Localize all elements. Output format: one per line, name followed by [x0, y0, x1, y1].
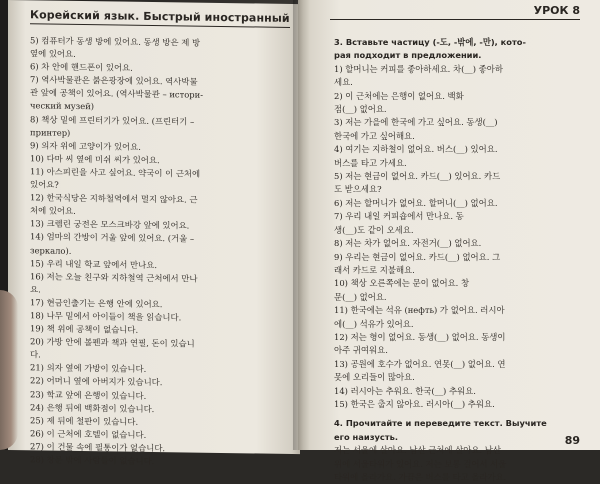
exercise-line: 9) 우리는 현금이 없어요. 카드(__) 없어요. 그	[334, 251, 501, 262]
exercise-line: 13) 공원에 호수가 없어요. 연못(__) 없어요. 연	[334, 358, 506, 369]
book-gutter	[293, 0, 303, 450]
exercise-line: 한국에 가고 싶어해요.	[334, 130, 415, 141]
text-line: 14) 엄마의 간방이 거울 앞에 있어요. (거울 –	[30, 231, 195, 245]
text-line: 28) 창문 밖에 사람들이 없습니다.	[30, 454, 155, 467]
text-line: 18) 나무 밑에서 아이들이 책을 읽습니다.	[30, 310, 182, 323]
left-page	[8, 0, 300, 467]
text-line: 24) 은행 뒤에 백화점이 있습니다.	[30, 401, 155, 414]
exercise-line: 점(__) 없어요.	[334, 104, 387, 115]
left-page-body	[30, 34, 292, 470]
thumb	[0, 290, 18, 450]
text-line: ческий музей)	[30, 100, 95, 112]
exercise3-items	[334, 63, 578, 412]
exercise-line: 12) 저는 형이 없어요. 동생(__) 없어요. 동생이	[334, 331, 506, 342]
exercise-line: 못에 오리들이 많아요.	[334, 372, 415, 383]
reading-line: 저는 서울에 살아요. 남산 근처에 살아요. 남산	[334, 445, 501, 456]
exercise-line: 래서 카드로 지불해요.	[334, 264, 415, 275]
text-line: 27) 이 건물 속에 필통이가 없습니다.	[30, 441, 166, 454]
reading-line: 위에 서울타워가 있어요. 저는 보통 걸어서 서울	[334, 458, 507, 469]
exercise-line: 버스를 타고 가세요.	[334, 157, 407, 168]
text-line: принтер)	[30, 126, 71, 138]
text-line: 5) 컴퓨터가 동생 방에 있어요. 동생 방은 제 방	[30, 35, 201, 48]
text-line: 19) 책 위에 공책이 없습니다.	[30, 323, 139, 335]
exercise-line: 문(__) 없어요.	[334, 291, 387, 302]
right-page-header: УРОК 8	[330, 4, 580, 20]
text-line: 있어요?	[30, 179, 59, 190]
exercise-line: 15) 한국은 춥지 않아요. 러시아(__) 추워요.	[334, 398, 495, 409]
text-line: 23) 학교 앞에 은행이 있습니다.	[30, 388, 147, 401]
right-page-body	[334, 36, 578, 484]
text-line: 7) 역사박물관은 붉은광장에 있어요. 역사박물	[30, 74, 198, 87]
exercise4-title: 4. Прочитайте и переведите текст. Выучите	[334, 418, 547, 429]
exercise-line: 14) 러시아는 추워요. 한국(__) 추워요.	[334, 385, 476, 396]
text-line: 26) 이 근처에 호텔이 없습니다.	[30, 428, 147, 440]
text-line: 옆에 있어요.	[30, 48, 76, 60]
text-line: 13) 크렘린 궁전은 모스크바강 앞에 있어요.	[30, 218, 190, 231]
text-line: 12) 한국식당은 지하철역에서 멀지 않아요. 근	[30, 192, 198, 205]
reading-line: 타워에 올라가요. 가끔은 버스를 타고 올라가요.	[334, 472, 507, 482]
text-line: 10) 다마 씨 옆에 미쉬 씨가 있어요.	[30, 153, 160, 165]
text-line: 처에 있어요.	[30, 205, 76, 217]
exercise-line: 11) 한국에는 석유 (нефть) 가 없어요. 러시아	[334, 305, 505, 316]
exercise-line: 5) 저는 현금이 없어요. 카드(__) 있어요. 카드	[334, 171, 501, 182]
exercise-line: 에(__) 석유가 있어요.	[334, 318, 414, 329]
text-line: 다.	[30, 349, 41, 360]
text-line: 15) 우리 내일 학교 앞에서 만나요.	[30, 257, 157, 270]
text-line: 11) 아스피린을 사고 싶어요. 약국이 이 근처에	[30, 166, 201, 179]
exercise-line: 도 받으세요?	[334, 184, 382, 195]
text-line: 20) 가방 안에 볼펜과 책과 연필, 돈이 있습니	[30, 336, 195, 349]
text-line: 9) 의자 위에 고양이가 있어요.	[30, 140, 141, 152]
exercise-line: 6) 저는 할머니가 없어요. 할머니(__) 없어요.	[334, 197, 498, 208]
text-line: зеркало).	[30, 244, 72, 256]
text-line: 관 앞에 공책이 있어요. (역사박물관 – истори-	[30, 87, 204, 101]
exercise4-text	[334, 444, 578, 484]
page-number: 89	[564, 434, 580, 447]
text-line: 17) 현금인출기는 은행 안에 있어요.	[30, 297, 163, 310]
exercise4-title-cont: его наизусть.	[334, 431, 399, 442]
exercise3-title-cont: рая подходит в предложении.	[334, 50, 482, 61]
exercise-line: 4) 여기는 지하철이 없어요. 버스(__) 있어요.	[334, 144, 498, 155]
text-line: 22) 어머니 옆에 아버지가 있습니다.	[30, 375, 163, 388]
exercise-line: 1) 할머니는 커피를 좋아하세요. 차(__) 좋아하	[334, 63, 503, 74]
left-page-header: Корейский язык. Быстрый иностранный	[30, 8, 290, 28]
text-line: 21) 의자 옆에 가방이 있습니다.	[30, 362, 147, 375]
exercise-line: 7) 우리 내일 커피숍에서 만나요. 동	[334, 211, 464, 222]
text-line: 6) 차 안에 핸드폰이 있어요.	[30, 61, 133, 73]
text-line: 8) 책상 밑에 프린터기가 있어요. (프린터기 –	[30, 113, 195, 127]
text-line: 16) 저는 오늘 친구와 지하철역 근처에서 만나	[30, 270, 198, 284]
exercise-line: 아주 귀여워요.	[334, 345, 388, 356]
exercise-line: 3) 저는 가을에 한국에 가고 싶어요. 동생(__)	[334, 117, 498, 128]
exercise-line: 세요.	[334, 77, 353, 88]
exercise-line: 8) 저는 차가 없어요. 자전거(__) 없어요.	[334, 238, 482, 249]
text-line: 요.	[30, 284, 41, 295]
exercise-line: 10) 책상 오른쪽에는 문이 없어요. 창	[334, 278, 470, 289]
text-line: 25) 제 뒤에 철판이 있습니다.	[30, 415, 139, 427]
exercise3-title: 3. Вставьте частицу (-도, -밖에, -만), кото-	[334, 37, 526, 47]
exercise-line: 생(__)도 같이 오세요.	[334, 224, 414, 235]
exercise-line: 2) 이 근처에는 은행이 없어요. 백화	[334, 90, 464, 101]
